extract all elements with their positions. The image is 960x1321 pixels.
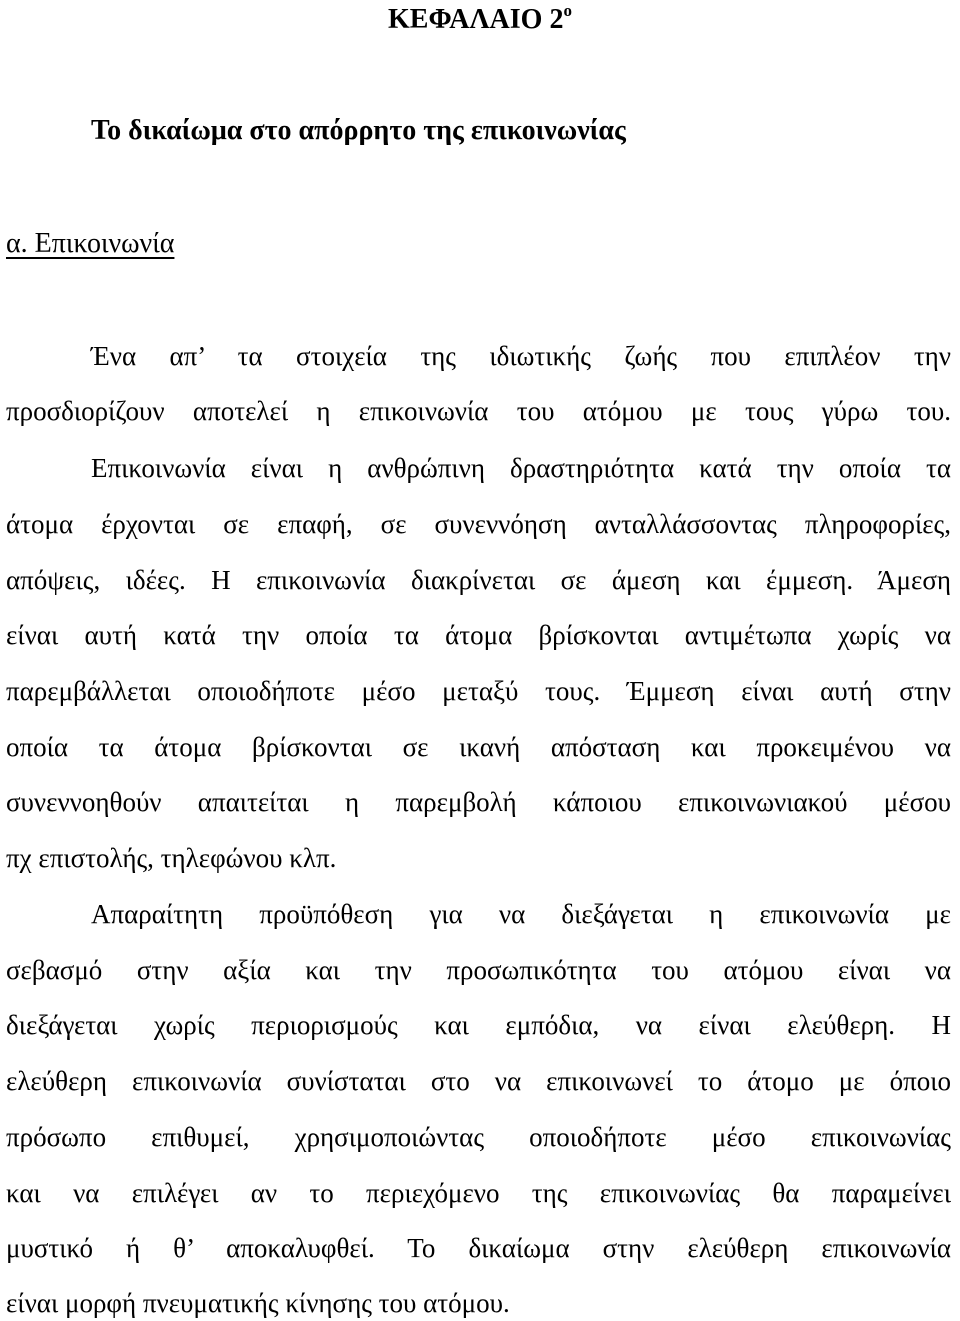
paragraph-line: Απαραίτητη προϋπόθεση για να διεξάγεται η επικοινωνία με [91,899,951,929]
paragraph-line: Επικοινωνία είναι η ανθρώπινη δραστηριότητα κατά την οποία τα [91,453,951,483]
chapter-title-text: ΚΕΦΑΛΑΙΟ 2 [388,4,564,35]
section-heading: α. Επικοινωνία [6,228,175,259]
paragraph-line: πρόσωπο επιθυμεί, χρησιμοποιώντας οποιοδήποτε μέσο επικοινωνίας [6,1122,951,1152]
paragraph-line: σεβασμό στην αξία και την προσωπικότητα του ατόμου είναι να [6,955,951,985]
chapter-title-superscript: ο [563,1,572,20]
chapter-title [0,2,960,38]
paragraph-line: είναι μορφή πνευματικής κίνησης του ατόμου. [6,1288,510,1318]
paragraph-line: διεξάγεται χωρίς περιορισμούς και εμπόδια, να είναι ελεύθερη. Η [6,1010,951,1040]
paragraph-line: ελεύθερη επικοινωνία συνίσταται στο να επικοινωνεί το άτομο με όποιο [6,1066,951,1096]
chapter-subtitle: Το δικαίωμα στο απόρρητο της επικοινωνίας [91,115,626,146]
paragraph-line: προσδιορίζουν αποτελεί η επικοινωνία του ατόμου με τους γύρω του. [6,396,951,426]
paragraph-line: οποία τα άτομα βρίσκονται σε ικανή απόσταση και προκειμένου να [6,732,951,762]
paragraph-line: συνεννοηθούν απαιτείται η παρεμβολή κάποιου επικοινωνιακού μέσου [6,787,951,817]
paragraph-line: Ένα απ’ τα στοιχεία της ιδιωτικής ζωής που επιπλέον την [91,341,951,371]
paragraph-line: άτομα έρχονται σε επαφή, σε συνεννόηση ανταλλάσσοντας πληροφορίες, [6,509,951,539]
paragraph-line: πχ επιστολής, τηλεφώνου κλπ. [6,843,337,873]
paragraph-line: παρεμβάλλεται οποιοδήποτε μέσο μεταξύ τους. Έμμεση είναι αυτή στην [6,676,951,706]
paragraph-line: μυστικό ή θ’ αποκαλυφθεί. Το δικαίωμα στην ελεύθερη επικοινωνία [6,1233,951,1263]
paragraph-line: απόψεις, ιδέες. Η επικοινωνία διακρίνεται σε άμεση και έμμεση. Άμεση [6,565,951,595]
paragraph-line: είναι αυτή κατά την οποία τα άτομα βρίσκονται αντιμέτωπα χωρίς να [6,620,951,650]
paragraph-line: και να επιλέγει αν το περιεχόμενο της επικοινωνίας θα παραμείνει [6,1178,951,1208]
